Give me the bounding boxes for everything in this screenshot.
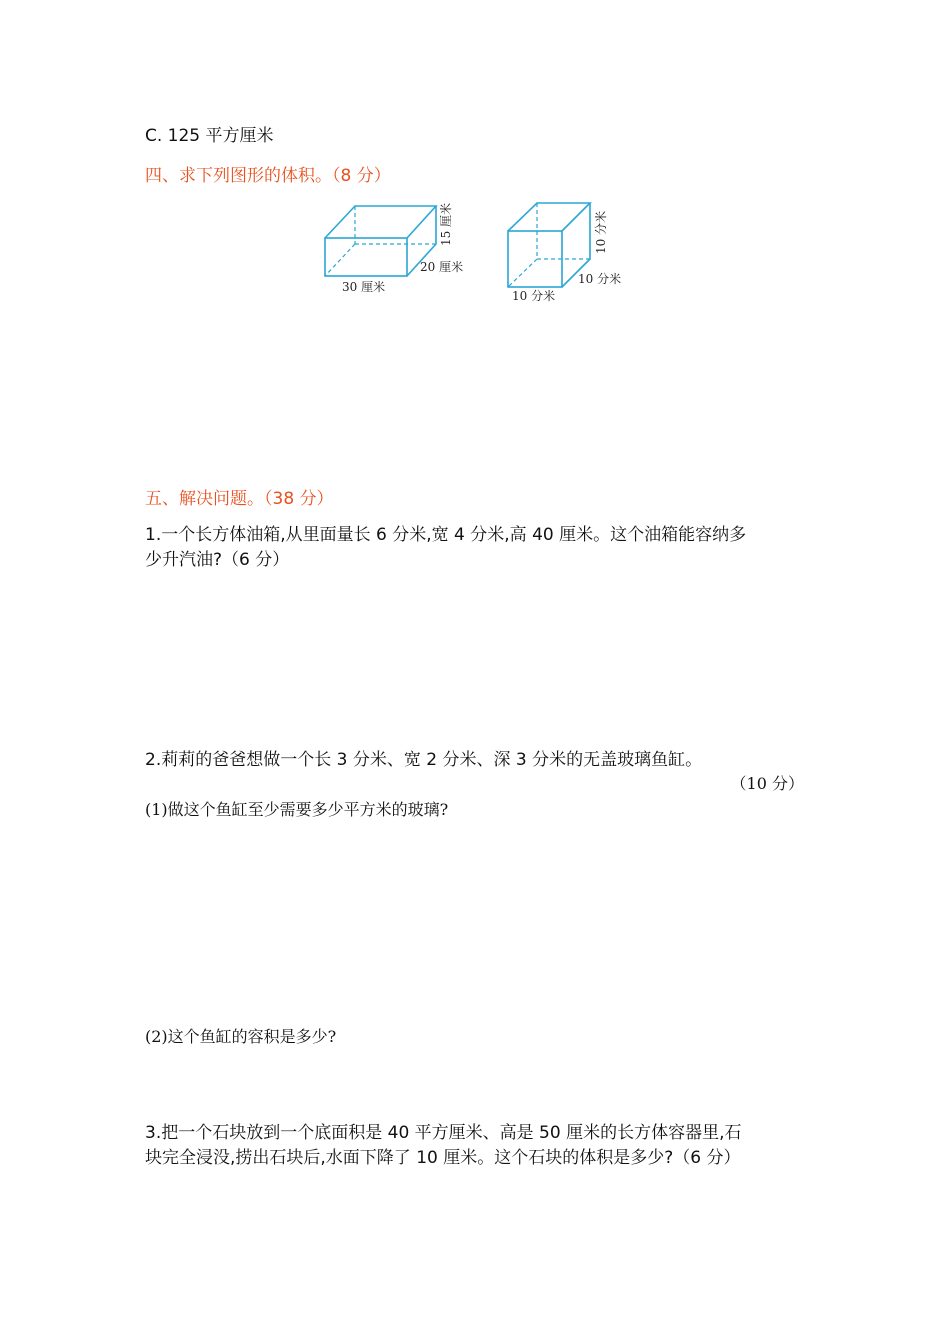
cube-depth-label: 10 分米 bbox=[578, 272, 622, 286]
q3-line-1: 3.把一个石块放到一个底面积是 40 平方厘米、高是 50 厘米的长方体容器里,石 bbox=[145, 1123, 742, 1143]
q1-line-2: 少升汽油?（6 分） bbox=[145, 550, 290, 570]
cuboid-length-label: 30 厘米 bbox=[342, 280, 386, 294]
cube-height-label: 10 分米 bbox=[594, 210, 608, 254]
cuboid-height-label: 15 厘米 bbox=[439, 202, 453, 246]
q3-line-2: 块完全浸没,捞出石块后,水面下降了 10 厘米。这个石块的体积是多少?（6 分） bbox=[145, 1148, 741, 1168]
section-5-title: 五、解决问题。（38 分） bbox=[145, 489, 334, 509]
q2-sub-1: (1)做这个鱼缸至少需要多少平方米的玻璃? bbox=[145, 800, 449, 819]
cube-length-label: 10 分米 bbox=[512, 289, 556, 303]
q2-line-1: 2.莉莉的爸爸想做一个长 3 分米、宽 2 分米、深 3 分米的无盖玻璃鱼缸。 bbox=[145, 750, 703, 770]
cube-figure bbox=[495, 192, 640, 310]
cuboid-depth-label: 20 厘米 bbox=[420, 260, 464, 274]
q2-score: （10 分） bbox=[730, 774, 804, 793]
q2-sub-2: (2)这个鱼缸的容积是多少? bbox=[145, 1027, 337, 1046]
q1-line-1: 1.一个长方体油箱,从里面量长 6 分米,宽 4 分米,高 40 厘米。这个油箱能容纳多 bbox=[145, 525, 747, 545]
cuboid-figure bbox=[310, 192, 490, 302]
option-c: C. 125 平方厘米 bbox=[145, 126, 274, 146]
section-4-title: 四、求下列图形的体积。（8 分） bbox=[145, 166, 391, 186]
